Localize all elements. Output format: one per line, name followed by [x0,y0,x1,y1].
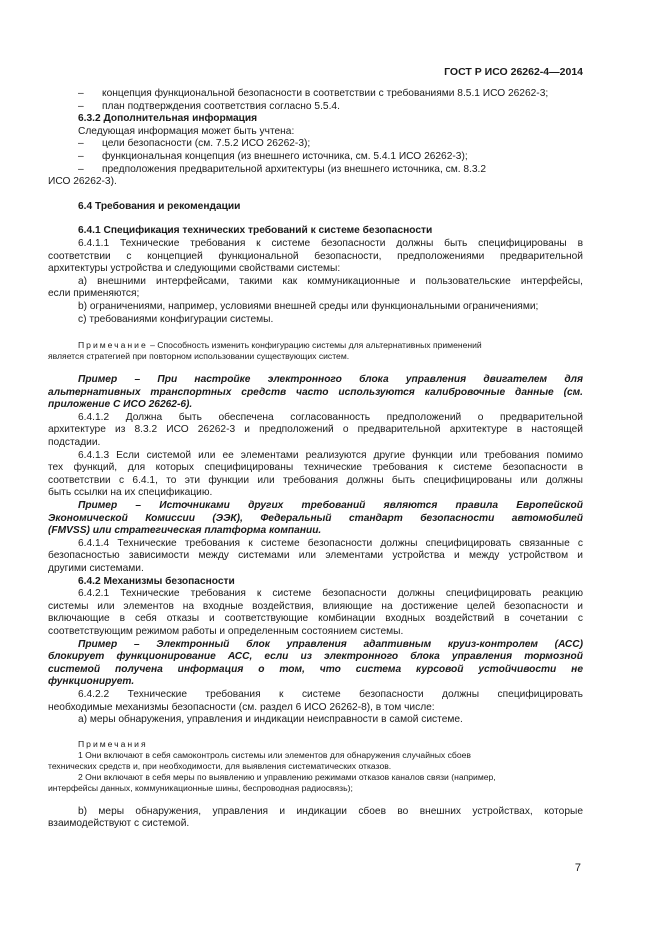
list-item: – предположения предварительной архитектуры (из внешнего источника, см. 8.3.2 [48,164,583,177]
list-item-continuation: если применяются; [48,288,140,300]
example-line: приложение С ИСО 26262-6). [48,399,193,411]
paragraph-line: архитектуре из 8.3.2 ИСО 26262-3 и предположений о предварительной архитектуре в настоящей [48,424,583,436]
paragraph-line: тех функций, для которых специфицированы технические требования к системе безопасности в [48,462,583,474]
example-line: функционирует. [48,676,135,688]
example-line: системой получена информация о том, что система курсовой устойчивости не [48,663,583,675]
list-item-continuation: ИСО 26262-3). [48,176,117,188]
list-item-continuation: взаимодействуют с системой. [48,818,190,830]
paragraph-line: системы или элементов на входные воздействия, влияющие на достижение целей безопасности и [48,600,583,612]
paragraph-line: быть ссылки на их спецификацию. [48,487,213,499]
paragraph-line: безопасностью зависимости между системами или элементами устройства и между устройством и [48,550,583,562]
paragraph-line: 6.4.2.2 Технические требования к системе безопасности должны специфицировать [78,688,583,700]
section-heading-6-4-2: 6.4.2 Механизмы безопасности [78,575,235,587]
list-item: а) меры обнаружения, управления и индикации неисправности в самой системе. [78,714,463,726]
paragraph-line: соответствии с концепцией функциональной безопасности, предположениями предварительной [48,250,583,262]
list-item: – план подтверждения соответствия согласно 5.5.4. [48,101,583,114]
list-item: а) внешними интерфейсами, такими как коммуникационные и пользовательские интерфейсы, [78,275,583,287]
example-line: (FMVSS) или стратегическая платформа компании. [48,525,322,537]
note-text: – Способность изменить конфигурацию системы для альтернативных применений [147,340,482,351]
example-line: Пример – Источниками других требований являются правила Европейской [78,500,583,512]
paragraph-line: 6.4.1.2 Должна быть обеспечена согласованность предположений о предварительной [78,411,583,423]
page-number: 7 [574,862,581,874]
note-line: 2 Они включают в себя меры по выявлению и управлению режимами отказов каналов связи (например, [78,771,496,782]
notes-label: Примечания [78,738,148,749]
paragraph-line: другими системами. [48,563,144,574]
example-line: Пример – Электронный блок управления адаптивным круиз-контролем (АСС) [78,638,583,650]
note-line: интерфейсы данных, коммуникационные шины, беспроводная радиосвязь); [48,782,353,793]
list-item: – цели безопасности (см. 7.5.2 ИСО 26262-3); [48,138,583,151]
example-line: Экономической Комиссии (ЭЭК), Федеральный стандарт безопасности автомобилей [48,512,583,524]
example-line: Пример – При настройке электронного блока управления двигателем для [78,374,583,386]
paragraph-line: Следующая информация может быть учтена: [78,125,295,137]
note-label: Примечание [78,340,148,351]
paragraph-line: 6.4.1.1 Технические требования к системе безопасности должны быть специфицированы в [78,237,583,249]
example-line: блокирует функционирование АСС, если из электронного блока управления тормозной [48,651,583,663]
example-line: альтернативных транспортных средств часто используются калибровочные данные (см. [48,386,583,398]
paragraph-line: соответствующим режимом работы и определенным состоянием системы. [48,625,404,637]
list-item: – концепция функциональной безопасности в соответствии с требованиями 8.5.1 ИСО 26262-3; [48,88,583,101]
paragraph-line: 6.4.1.4 Технические требования к системе безопасности должны специфицировать связанные с [78,537,583,549]
list-item: – функциональная концепция (из внешнего источника, см. 5.4.1 ИСО 26262-3); [48,151,583,164]
section-heading-6-4-1: 6.4.1 Спецификация технических требований к системе безопасности [78,225,433,237]
list-item: с) требованиями конфигурации системы. [78,313,274,325]
document-header: ГОСТ Р ИСО 26262-4—2014 [444,66,583,78]
note-line [48,340,583,351]
list-item: b) ограничениями, например, условиями внешней среды или функциональными ограничениями; [78,300,539,312]
section-heading-6-4: 6.4 Требования и рекомендации [78,200,241,212]
list-item: b) меры обнаружения, управления и индикации сбоев во внешних устройствах, которые [78,805,583,817]
paragraph-line: подстадии. [48,437,101,449]
page-body [48,88,583,831]
note-line: 1 Они включают в себя самоконтроль системы или элементов для обнаружения случайных сбоев [78,749,471,760]
paragraph-line: включающие в себя отказы и соответствующие комбинации входных воздействий в сочетании с [48,613,583,625]
note-line: является стратегией при повторном использовании существующих систем. [48,351,350,362]
paragraph-line: архитектуры устройства и следующими свойствами системы: [48,263,341,275]
paragraph-line: 6.4.2.1 Технические требования к системе безопасности должны специфицировать реакцию [78,588,583,600]
note-line: технических средств и, при необходимости, для выявления систематических отказов. [48,760,392,771]
section-heading-6-3-2: 6.3.2 Дополнительная информация [78,113,258,125]
paragraph-line: соответствии с 6.4.1, то эти функции или требования должны быть специфицированы или должны [48,474,583,486]
paragraph-line: необходимые механизмы безопасности (см. раздел 6 ИСО 26262-8), в том числе: [48,701,435,713]
paragraph-line: 6.4.1.3 Если системой или ее элементами реализуются другие функции или требования помимо [78,449,583,461]
